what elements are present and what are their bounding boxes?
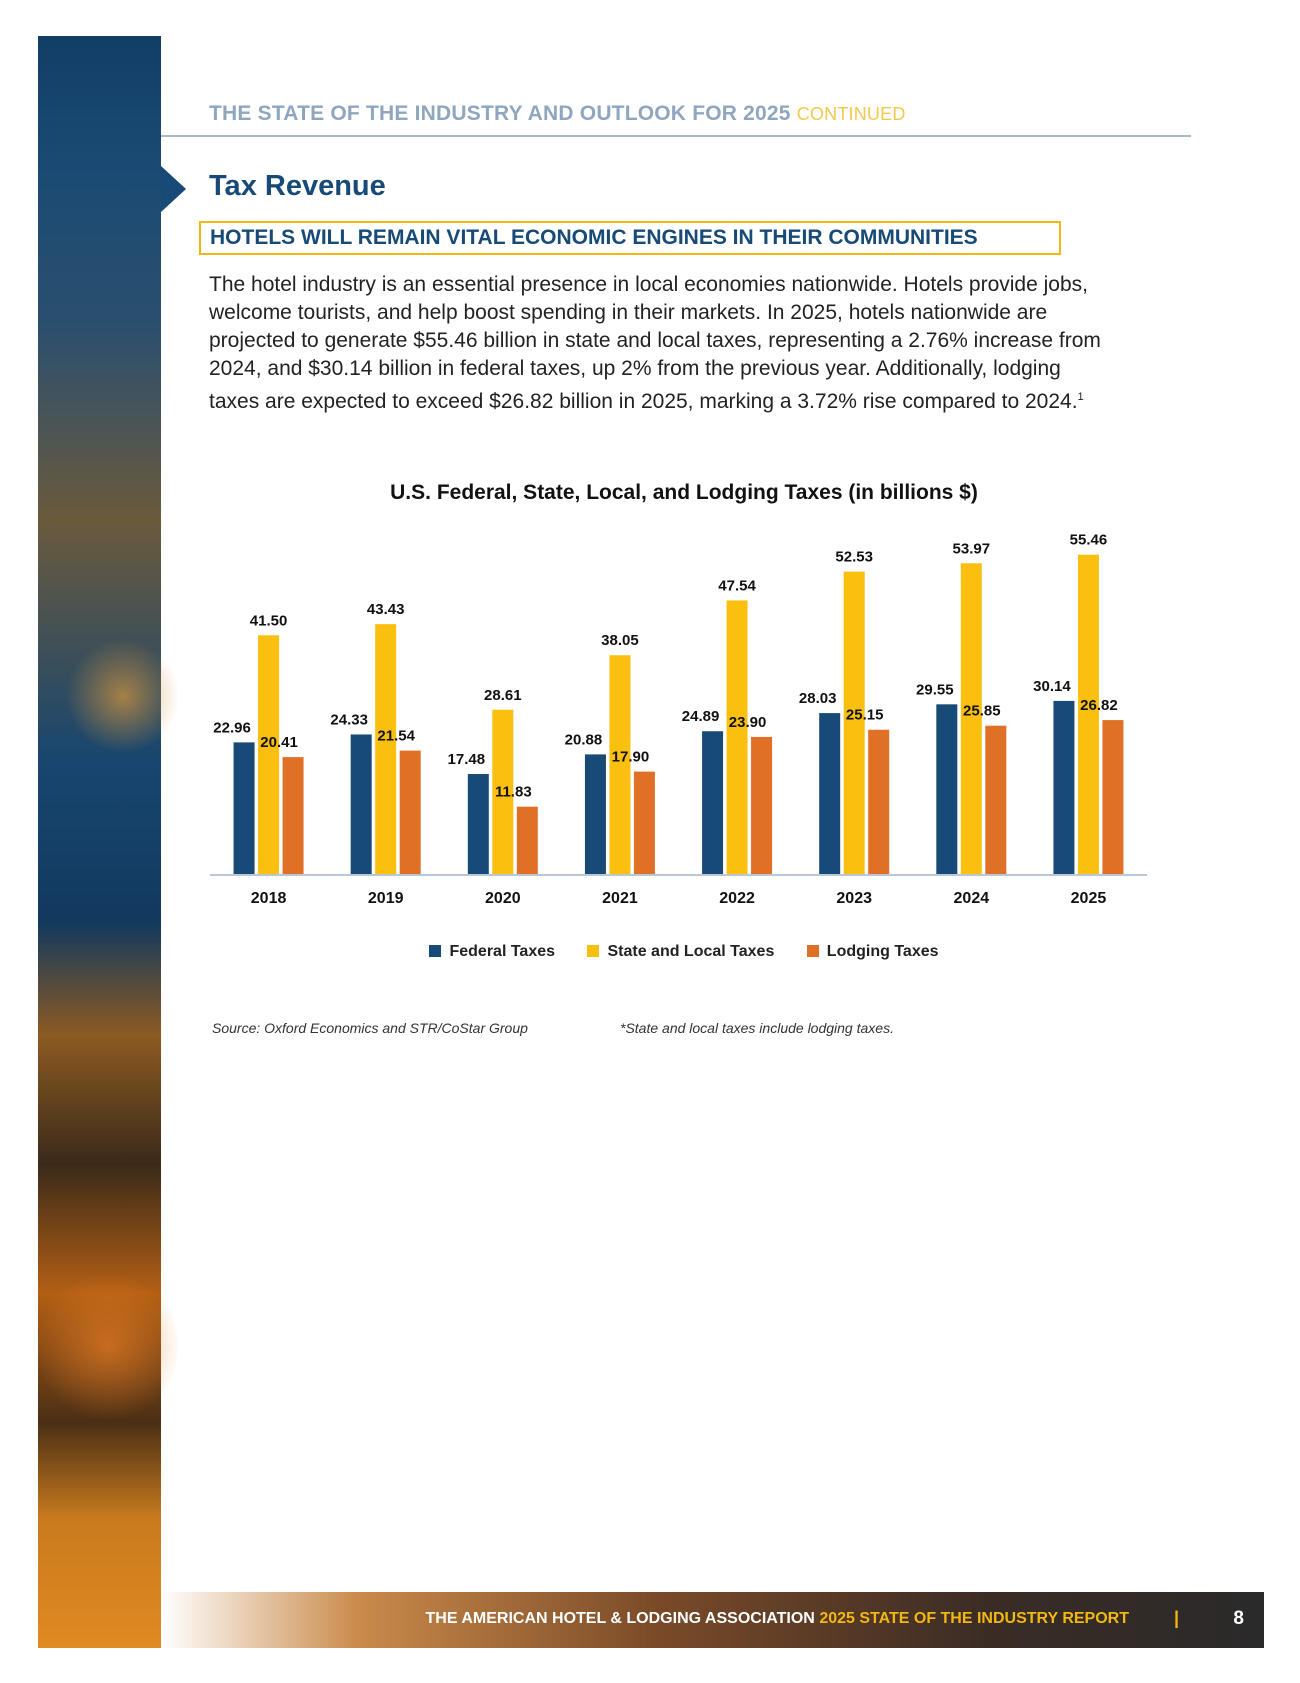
bar-lodging-taxes-2021 (634, 772, 655, 875)
chart-title: U.S. Federal, State, Local, and Lodging Taxes (in billions $) (390, 481, 978, 504)
footnote-note: *State and local taxes include lodging taxes. (620, 1020, 894, 1036)
data-label: 22.96 (213, 719, 251, 737)
data-label: 52.53 (835, 548, 873, 566)
data-label: 41.50 (249, 612, 288, 630)
data-label: 20.41 (260, 734, 298, 752)
data-label: 38.05 (601, 632, 639, 650)
legend-item-lodging (807, 943, 939, 961)
chart-legend (0, 943, 1300, 961)
legend-label-lodging: Lodging Taxes (826, 943, 939, 960)
footer-separator: | (1173, 1608, 1179, 1628)
data-label: 24.89 (681, 708, 720, 726)
x-tick-label: 2019 (367, 890, 404, 907)
x-tick-label: 2018 (250, 890, 287, 907)
bar-federal-taxes-2021 (585, 754, 606, 875)
data-label: 55.46 (1069, 531, 1108, 549)
footer-text (426, 1610, 1129, 1628)
section-subtitle: HOTELS WILL REMAIN VITAL ECONOMIC ENGINES IN THEIR COMMUNITIES (210, 226, 978, 249)
data-label: 43.43 (366, 601, 405, 619)
data-label: 26.82 (1080, 697, 1118, 715)
bar-federal-taxes-2023 (819, 713, 840, 875)
x-tick-label: 2023 (836, 890, 872, 907)
bar-lodging-taxes-2020 (517, 807, 538, 875)
header-continued: CONTINUED (796, 104, 906, 124)
data-label: 25.15 (845, 706, 884, 724)
data-label: 23.90 (728, 713, 767, 731)
footnote-marker: 1 (1077, 391, 1084, 403)
legend-item-federal (429, 943, 555, 961)
legend-swatch-federal (429, 945, 441, 957)
bar-lodging-taxes-2023 (868, 730, 889, 875)
section-title: Tax Revenue (209, 170, 386, 202)
bar-federal-taxes-2019 (351, 734, 372, 875)
data-label: 24.33 (330, 711, 368, 729)
body-text: The hotel industry is an essential presence in local economies nationwide. Hotels provide jobs, welcome tourists, and help boost spending in their markets. In 2025, hotels nationwide are projected to generate $55.46 billion in state and local taxes, representing a 2.76% increase from 2024, and $30.14 billion in federal taxes, up 2% from the previous year. Additionally, lodging taxes are expected to exceed $26.82 billion in 2025, marking a 3.72% rise compared to 2024. (209, 273, 1101, 413)
x-tick-label: 2020 (485, 890, 521, 907)
bar-federal-taxes-2024 (936, 704, 957, 875)
bar-lodging-taxes-2024 (985, 726, 1006, 875)
data-label: 21.54 (377, 727, 415, 745)
x-tick-label: 2021 (602, 890, 638, 907)
bar-lodging-taxes-2022 (751, 737, 772, 875)
data-label: 17.90 (611, 748, 650, 766)
header-title: THE STATE OF THE INDUSTRY AND OUTLOOK FOR 2025 (209, 102, 791, 125)
data-label: 29.55 (916, 681, 954, 699)
data-label: 17.48 (447, 751, 486, 769)
bar-lodging-taxes-2019 (400, 751, 421, 875)
bar-lodging-taxes-2018 (283, 757, 304, 875)
legend-swatch-state-local (587, 945, 599, 957)
bar-federal-taxes-2018 (234, 742, 255, 875)
bar-state-and-local-taxes-2022 (727, 600, 748, 875)
data-label: 30.14 (1033, 677, 1071, 695)
page-footer (161, 1592, 1264, 1648)
bar-state-and-local-taxes-2018 (258, 635, 279, 875)
bar-state-and-local-taxes-2019 (375, 624, 396, 875)
data-label: 25.85 (963, 702, 1001, 720)
bar-federal-taxes-2020 (468, 774, 489, 875)
data-label: 20.88 (564, 731, 603, 749)
source-note: Source: Oxford Economics and STR/CoStar Group (212, 1020, 528, 1036)
page-number: 8 (1233, 1608, 1244, 1629)
legend-label-federal: Federal Taxes (449, 943, 556, 960)
bar-federal-taxes-2025 (1053, 701, 1074, 875)
x-tick-label: 2022 (719, 890, 755, 907)
data-label: 53.97 (952, 540, 991, 558)
x-tick-label: 2024 (953, 890, 990, 907)
footer-org: THE AMERICAN HOTEL & LODGING ASSOCIATION (425, 1610, 815, 1627)
data-label: 11.83 (494, 783, 532, 801)
bar-state-and-local-taxes-2025 (1078, 555, 1099, 875)
data-label: 47.54 (718, 577, 756, 595)
data-label: 28.03 (798, 690, 837, 708)
legend-label-state-local: State and Local Taxes (607, 943, 775, 960)
bar-lodging-taxes-2025 (1102, 720, 1123, 875)
bar-federal-taxes-2022 (702, 731, 723, 875)
legend-swatch-lodging (807, 945, 819, 957)
footer-report: 2025 STATE OF THE INDUSTRY REPORT (819, 1610, 1129, 1627)
legend-item-state-local (587, 943, 774, 961)
data-label: 28.61 (484, 686, 522, 704)
x-tick-label: 2025 (1070, 890, 1107, 907)
